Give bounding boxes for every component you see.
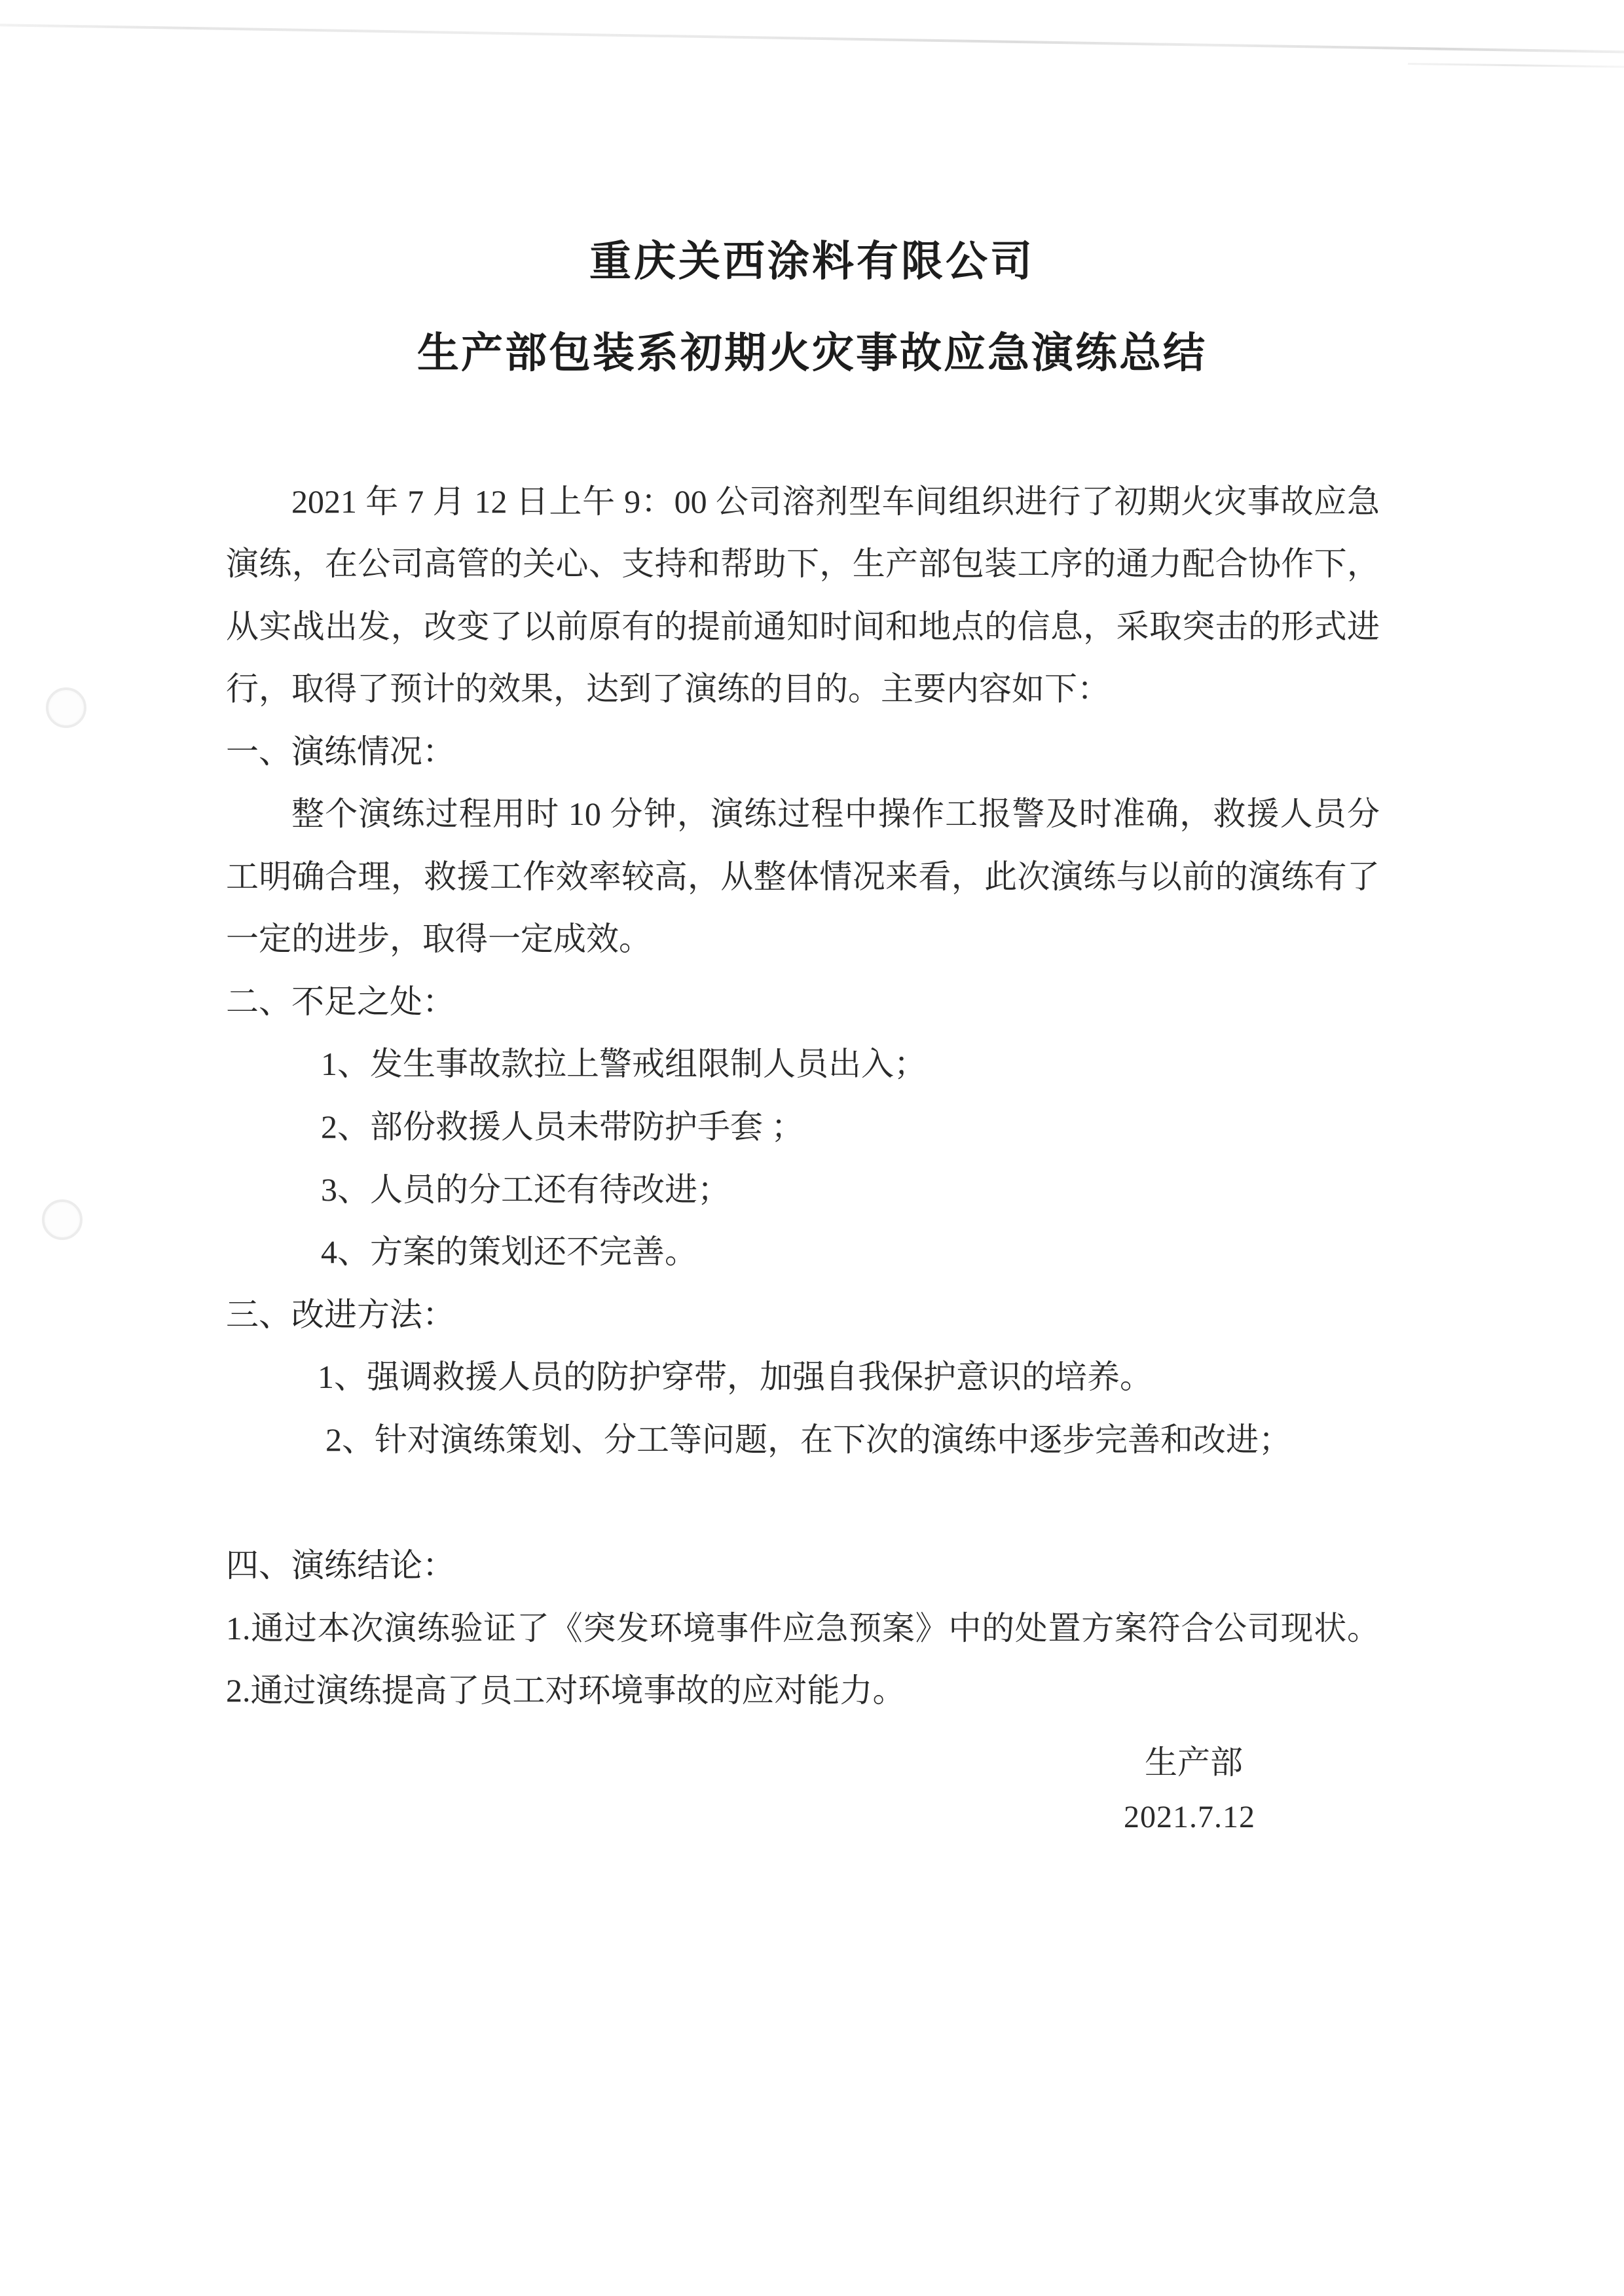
intro-line: 2021 年 7 月 12 日上午 9：00 公司溶剂型车间组织进行了初期火灾事故应急 bbox=[291, 483, 1380, 520]
signature-department: 生产部 bbox=[1145, 1744, 1243, 1781]
section-heading-1: 一、演练情况： bbox=[226, 733, 455, 770]
section-heading-3: 三、改进方法： bbox=[226, 1296, 455, 1333]
intro-line: 从实战出发，改变了以前原有的提前通知时间和地点的信息，采取突击的形式进 bbox=[226, 608, 1380, 645]
section-heading-4: 四、演练结论： bbox=[226, 1547, 455, 1584]
conclusion-line: 1.通过本次演练验证了《突发环境事件应急预案》中的处置方案符合公司现状。 bbox=[226, 1610, 1380, 1647]
list-item: 1、强调救援人员的防护穿带，加强自我保护意识的培养。 bbox=[318, 1358, 1153, 1395]
punch-hole-lower bbox=[42, 1199, 83, 1240]
list-item: 4、方案的策划还不完善。 bbox=[321, 1233, 697, 1270]
document-title: 生产部包装系初期火灾事故应急演练总结 bbox=[417, 330, 1207, 376]
conclusion-line: 2.通过演练提高了员工对环境事故的应对能力。 bbox=[226, 1672, 906, 1709]
section1-line: 工明确合理，救援工作效率较高，从整体情况来看，此次演练与以前的演练有了 bbox=[226, 858, 1380, 895]
scan-top-edge-line bbox=[0, 24, 1624, 54]
list-item: 2、部份救援人员未带防护手套 ； bbox=[321, 1108, 804, 1145]
list-item: 2、针对演练策划、分工等问题，在下次的演练中逐步完善和改进； bbox=[325, 1421, 1291, 1458]
section1-line: 一定的进步，取得一定成效。 bbox=[226, 920, 652, 957]
section1-line: 整个演练过程用时 10 分钟，演练过程中操作工报警及时准确，救援人员分 bbox=[291, 795, 1380, 832]
list-item: 3、人员的分工还有待改进； bbox=[321, 1171, 730, 1208]
scan-top-edge-line-2 bbox=[1408, 63, 1624, 68]
intro-line: 演练，在公司高管的关心、支持和帮助下，生产部包装工序的通力配合协作下， bbox=[226, 545, 1380, 582]
company-title: 重庆关西涂料有限公司 bbox=[589, 238, 1035, 285]
intro-line: 行，取得了预计的效果，达到了演练的目的。主要内容如下： bbox=[226, 670, 1110, 707]
section-heading-2: 二、不足之处： bbox=[226, 983, 455, 1020]
signature-date: 2021.7.12 bbox=[1124, 1800, 1255, 1834]
punch-hole-upper bbox=[46, 687, 86, 728]
list-item: 1、发生事故款拉上警戒组限制人员出入； bbox=[321, 1046, 927, 1082]
